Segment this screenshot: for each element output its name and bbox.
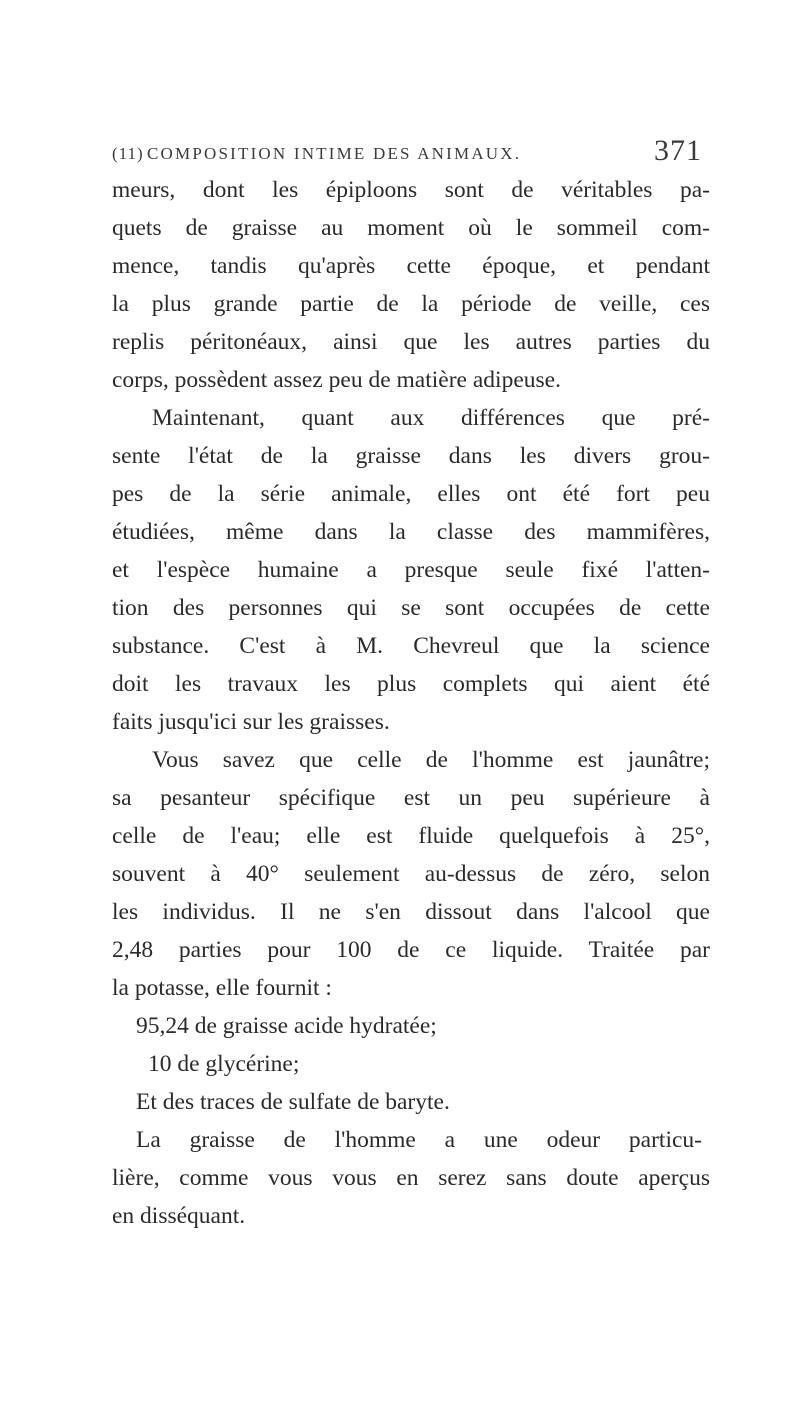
text-line: étudiées, même dans la classe des mammifères, <box>112 519 710 545</box>
text-line: sente l'état de la graisse dans les divers grou- <box>112 443 710 469</box>
text-line: lière, comme vous vous en serez sans doute aperçus <box>112 1165 710 1191</box>
section-number: (11) <box>112 144 144 163</box>
running-head <box>112 134 702 174</box>
text-line: meurs, dont les épiploons sont de véritables pa- <box>112 177 710 203</box>
text-line: substance. C'est à M. Chevreul que la science <box>112 633 710 659</box>
text-line: doit les travaux les plus complets qui aient été <box>112 671 710 697</box>
text-line: La graisse de l'homme a une odeur particu- <box>136 1127 702 1153</box>
page-number: 371 <box>654 134 702 167</box>
text-line: la plus grande partie de la période de veille, ces <box>112 291 710 317</box>
text-line: en disséquant. <box>112 1203 246 1229</box>
list-item: 95,24 de graisse acide hydratée; <box>136 1013 437 1039</box>
text-line: celle de l'eau; elle est fluide quelquefois à 25°, <box>112 823 710 849</box>
text-line: Maintenant, quant aux différences que pré- <box>152 405 710 431</box>
text-line: tion des personnes qui se sont occupées de cette <box>112 595 710 621</box>
text-line: replis péritonéaux, ainsi que les autres parties du <box>112 329 710 355</box>
text-line: la potasse, elle fournit : <box>112 975 332 1001</box>
text-line: et l'espèce humaine a presque seule fixé l'atten- <box>112 557 710 583</box>
text-line: les individus. Il ne s'en dissout dans l'alcool que <box>112 899 710 925</box>
text-line: mence, tandis qu'après cette époque, et pendant <box>112 253 710 279</box>
text-line: 2,48 parties pour 100 de ce liquide. Traitée par <box>112 937 710 963</box>
text-line: sa pesanteur spécifique est un peu supérieure à <box>112 785 710 811</box>
list-item: 10 de glycérine; <box>148 1051 300 1077</box>
running-title: COMPOSITION INTIME DES ANIMAUX. <box>147 144 522 163</box>
text-line: souvent à 40° seulement au-dessus de zéro, selon <box>112 861 710 887</box>
text-line: Vous savez que celle de l'homme est jaunâtre; <box>152 747 710 773</box>
text-line: corps, possèdent assez peu de matière adipeuse. <box>112 367 561 393</box>
text-line: faits jusqu'ici sur les graisses. <box>112 709 390 735</box>
text-line: pes de la série animale, elles ont été fort peu <box>112 481 710 507</box>
text-line: quets de graisse au moment où le sommeil com- <box>112 215 710 241</box>
list-item: Et des traces de sulfate de baryte. <box>136 1089 450 1115</box>
